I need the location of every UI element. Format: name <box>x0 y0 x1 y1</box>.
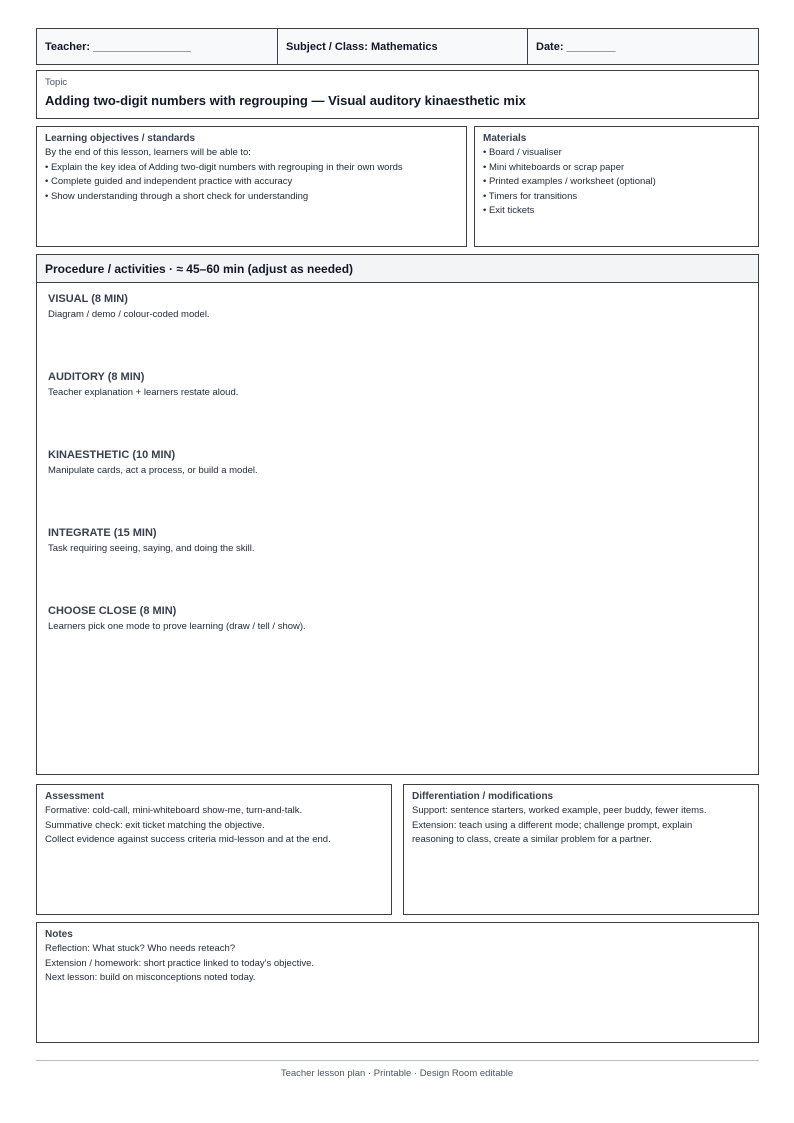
step-title: INTEGRATE (15 MIN) <box>48 527 157 539</box>
step-title: VISUAL (8 MIN) <box>48 293 128 305</box>
notes-line: Next lesson: build on misconceptions noted today. <box>45 972 256 984</box>
step-description: Learners pick one mode to prove learning (draw / tell / show). <box>48 621 306 632</box>
materials-item: • Printed examples / worksheet (optional) <box>483 176 656 188</box>
materials-item: • Exit tickets <box>483 205 535 217</box>
header-row <box>36 28 759 65</box>
assessment-label: Assessment <box>45 791 104 802</box>
differentiation-box <box>403 784 759 915</box>
differentiation-label: Differentiation / modifications <box>412 791 554 802</box>
objectives-line: • Show understanding through a short check for understanding <box>45 190 309 202</box>
procedure-step[interactable] <box>48 449 258 476</box>
date-field[interactable]: Date: ________ <box>527 29 758 64</box>
footer-text: Teacher lesson plan · Printable · Design Room editable <box>280 1068 514 1079</box>
objectives-box <box>36 126 467 247</box>
notes-line: Extension / homework: short practice linked to today's objective. <box>45 957 315 969</box>
step-description: Teacher explanation + learners restate aloud. <box>48 387 239 398</box>
objectives-label: Learning objectives / standards <box>45 133 196 144</box>
materials-box <box>474 126 759 247</box>
assessment-box <box>36 784 392 915</box>
differentiation-line: Extension: teach using a different mode; challenge prompt, explain <box>412 819 693 831</box>
notes-line: Reflection: What stuck? Who needs reteach? <box>45 943 236 954</box>
procedure-step[interactable] <box>48 527 254 554</box>
procedure-step[interactable] <box>48 293 210 320</box>
subject-class-field[interactable]: Subject / Class: Mathematics <box>277 29 527 64</box>
materials-item: • Timers for transitions <box>483 190 578 202</box>
step-description: Manipulate cards, act a process, or build a model. <box>48 465 258 476</box>
notes-label: Notes <box>45 929 73 940</box>
objectives-line: By the end of this lesson, learners will be able to: <box>45 147 251 158</box>
objectives-list[interactable] <box>45 146 458 204</box>
notes-text[interactable] <box>45 942 750 986</box>
differentiation-text[interactable] <box>412 804 750 848</box>
step-description: Diagram / demo / colour-coded model. <box>48 309 210 320</box>
objectives-line: • Explain the key idea of Adding two-digit numbers with regrouping in their own words <box>45 161 403 173</box>
differentiation-line: Support: sentence starters, worked example, peer buddy, fewer items. <box>412 805 707 816</box>
topic-box <box>36 70 759 119</box>
step-title: AUDITORY (8 MIN) <box>48 371 145 383</box>
teacher-field[interactable]: Teacher: ________________ <box>45 40 191 53</box>
materials-item: • Mini whiteboards or scrap paper <box>483 161 625 173</box>
assessment-line: Summative check: exit ticket matching the objective. <box>45 819 265 831</box>
materials-label: Materials <box>483 133 527 144</box>
differentiation-line: reasoning to class, create a similar problem for a partner. <box>412 834 652 846</box>
procedure-heading: Procedure / activities · ≈ 45–60 min (adjust as needed) <box>37 255 758 283</box>
objectives-line: • Complete guided and independent practice with accuracy <box>45 176 293 188</box>
assessment-line: Formative: cold-call, mini-whiteboard show-me, turn-and-talk. <box>45 805 303 816</box>
materials-item: • Board / visualiser <box>483 147 562 158</box>
step-title: CHOOSE CLOSE (8 MIN) <box>48 605 177 617</box>
procedure-step[interactable] <box>48 605 306 632</box>
procedure-step[interactable] <box>48 371 238 398</box>
procedure-box <box>36 254 759 775</box>
topic-label: Topic <box>45 77 68 88</box>
assessment-text[interactable] <box>45 804 383 848</box>
materials-list[interactable] <box>483 146 750 219</box>
footer-divider <box>36 1060 759 1061</box>
assessment-line: Collect evidence against success criteria mid-lesson and at the end. <box>45 834 331 846</box>
notes-box <box>36 922 759 1043</box>
step-description: Task requiring seeing, saying, and doing the skill. <box>48 543 255 554</box>
step-title: KINAESTHETIC (10 MIN) <box>48 449 176 461</box>
topic-title[interactable]: Adding two-digit numbers with regrouping — Visual auditory kinaesthetic mix <box>45 93 526 108</box>
